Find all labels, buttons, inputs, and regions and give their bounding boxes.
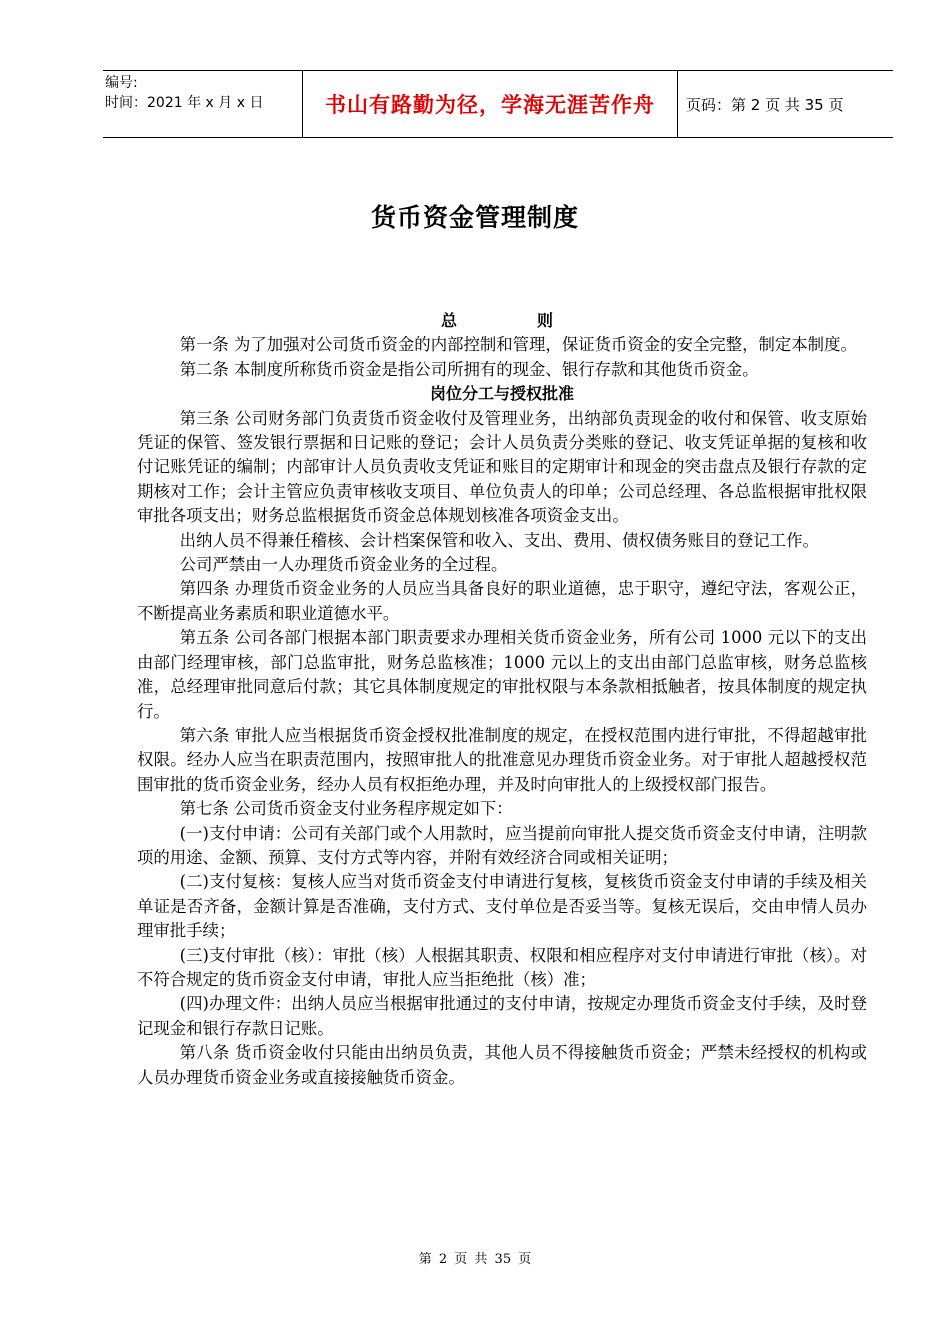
paragraph: (一)支付申请：公司有关部门或个人用款时，应当提前向审批人提交货币资金支付申请，注明款项的用途、金额、预算、支付方式等内容，并附有效经济合同或相关证明；	[137, 823, 867, 867]
paragraph: 第一条 为了加强对公司货币资金的内部控制和管理，保证货币资金的安全完整，制定本制度。	[179, 335, 857, 355]
section-heading-general: 总则	[440, 311, 633, 330]
paragraph: 出纳人员不得兼任稽核、会计档案保管和收入、支出、费用、债权债务账目的登记工作。	[179, 530, 819, 550]
header-motto: 书山有路勤为径，学海无涯苦作舟	[303, 71, 678, 137]
document-time-label: 时间：2021 年 x 月 x 日	[105, 95, 264, 111]
section-heading-authorization: 岗位分工与授权批准	[429, 384, 574, 404]
page-header	[103, 70, 893, 138]
document-title: 货币资金管理制度	[370, 203, 579, 232]
paragraph: 第二条 本制度所称货币资金是指公司所拥有的现金、银行存款和其他货币资金。	[179, 359, 759, 379]
paragraph: 第七条 公司货币资金支付业务程序规定如下：	[179, 799, 513, 819]
paragraph: 第五条 公司各部门根据本部门职责要求办理相关货币资金业务，所有公司 1000 元以下的支出由部门经理审核，部门总监审批，财务总监核准；1000 元以上的支出由部门总监审核，财务总监核准，总经理审批同意后付款；其它具体制度规定的审批权限与本条款相抵触者，按具体制度的规定执行。	[137, 628, 867, 721]
paragraph: 第八条 货币资金收付只能由出纳员负责，其他人员不得接触货币资金；严禁未经授权的机构或人员办理货币资金业务或直接接触货币资金。	[137, 1043, 867, 1087]
paragraph: (四)办理文件：出纳人员应当根据审批通过的支付申请，按规定办理货币资金支付手续，及时登记现金和银行存款日记账。	[137, 994, 867, 1038]
paragraph: 第六条 审批人应当根据货币资金授权批准制度的规定，在授权范围内进行审批，不得超越审批权限。经办人应当在职责范围内，按照审批人的批准意见办理货币资金业务。对于审批人超越授权范围审批的货币资金业务，经办人员有权拒绝办理，并及时向审批人的上级授权部门报告。	[137, 725, 867, 794]
page-footer: 第 2 页 共 35 页	[418, 1252, 532, 1267]
header-page-number: 页码：第 2 页 共 35 页	[686, 95, 844, 114]
paragraph: 第四条 办理货币资金业务的人员应当具备良好的职业道德，忠于职守，遵纪守法，客观公正，不断提高业务素质和职业道德水平。	[137, 579, 867, 623]
paragraph: (二)支付复核：复核人应当对货币资金支付申请进行复核，复核货币资金支付申请的手续及相关单证是否齐备，金额计算是否准确，支付方式、支付单位是否妥当等。复核无误后，交由申情人员办理审批手续；	[137, 872, 867, 941]
paragraph: 公司严禁由一人办理货币资金业务的全过程。	[179, 555, 508, 575]
document-number-label: 编号:	[105, 75, 138, 91]
paragraph: 第三条 公司财务部门负责货币资金收付及管理业务，出纳部负责现金的收付和保管、收支原始凭证的保管、签发银行票据和日记账的登记；会计人员负责分类账的登记、收支凭证单据的复核和收付记账凭证的编制；内部审计人员负责收支凭证和账目的定期审计和现金的突击盘点及银行存款的定期核对工作；会计主管应负责审核收支项目、单位负责人的印单；公司总经理、各总监根据审批权限审批各项支出；财务总监根据货币资金总体规划核准各项资金支出。	[137, 408, 867, 526]
header-meta	[103, 71, 303, 137]
document-body	[137, 309, 867, 1090]
paragraph: (三)支付审批（核）：审批（核）人根据其职责、权限和相应程序对支付申请进行审批（核）。对不符合规定的货币资金支付申请，审批人应当拒绝批（核）准；	[137, 945, 867, 989]
